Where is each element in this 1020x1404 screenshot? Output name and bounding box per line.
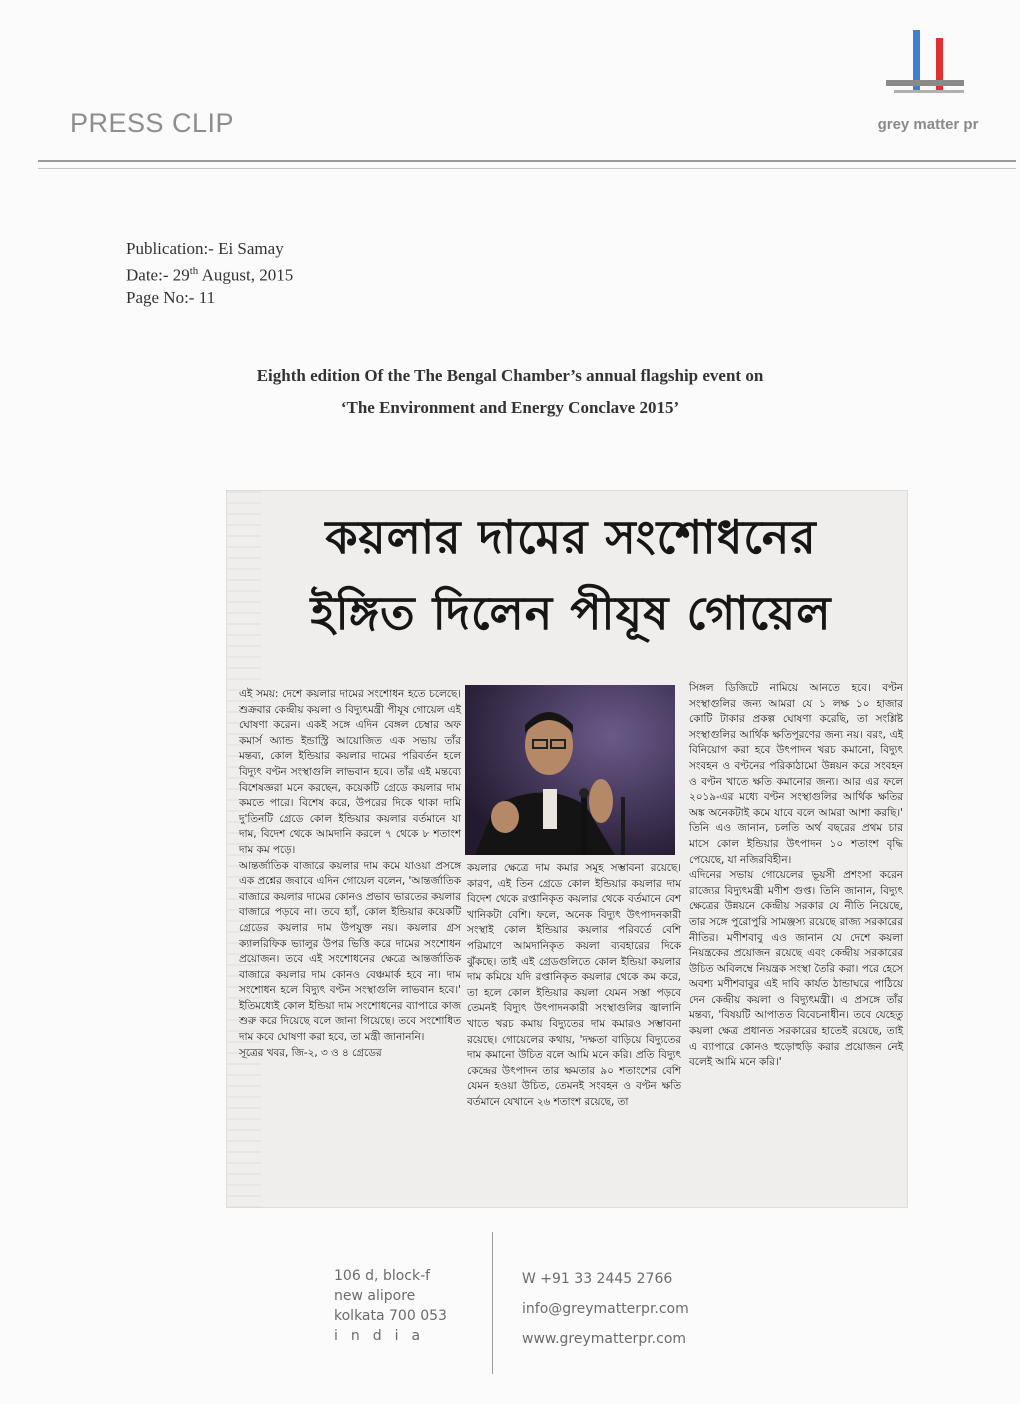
logo-mark-icon <box>880 24 970 114</box>
article-paragraph: সিঙ্গল ডিজিটে নামিয়ে আনতে হবে। বণ্টন সংস্থাগুলির জন্য আমরা যে ১ লক্ষ ১০ হাজার কোটি টাকার প্রকল্প ঘোষণা করেছি, তা সংশ্লিষ্ট সংস্থাগুলির আর্থিক ক্ষতিপূরণের জন্য নয়। বরং, এই বিনিয়োগ করা হবে উৎপাদন খরচ কমানো, বিদ্যুৎ সংবহন ও বণ্টনের পরিকাঠামো উন্নয়ন করে সংবহন ও বণ্টন খাতে ক্ষতি কমানোর জন্য। আর এর ফলে ২০১৯-এর মধ্যে বণ্টন সংস্থাগুলির আর্থিক ক্ষতির অঙ্ক অনেকটাই কমে যাবে বলে আমরা আশা করছি।' তিনি এও জানান, চলতি অর্থ বছরের প্রথম চার মাসে কোল ইন্ডিয়ার উৎপাদন ১০ শতাংশ বৃদ্ধি পেয়েছে, যা নজিরবিহীন। <box>689 682 903 866</box>
event-title-line1: Eighth edition Of the The Bengal Chamber’s annual flagship event on <box>256 366 764 385</box>
footer-contact <box>522 1264 689 1354</box>
event-title-line2: ‘The Environment and Energy Conclave 2015’ <box>340 398 680 417</box>
logo-text: grey matter pr <box>877 116 979 133</box>
article-column-2 <box>467 861 681 1111</box>
article-column-3 <box>689 681 903 1071</box>
header-rule-thin <box>38 168 1016 169</box>
contact-website[interactable]: www.greymatterpr.com <box>522 1331 687 1347</box>
address-line: kolkata 700 053 <box>334 1308 447 1324</box>
address-line: new alipore <box>334 1288 416 1304</box>
article-paragraph: কয়লার ক্ষেত্রে দাম কমার সমূহ সম্ভাবনা রয়েছে। কারণ, এই তিন গ্রেডে কোল ইন্ডিয়ার কয়লার দাম বিদেশ থেকে রপ্তানিকৃত কয়লার থেকে বর্তমানে বেশ খানিকটা বেশি। ফলে, অনেক বিদ্যুৎ উৎপাদনকারী সংস্থাই কোল ইন্ডিয়ার কয়লার পরিবর্তে বেশি পরিমাণে আমদানিকৃত কয়লা ব্যবহারের দিকে ঝুঁকছে। তাই এই গ্রেডগুলিতে কোল ইন্ডিয়া কয়লার দাম কমিয়ে যদি রপ্তানিকৃত কয়লার থেকে কম করে, তা হলে কোল ইন্ডিয়ার কয়লা যেমন সস্তা পড়বে তেমনই বিদ্যুৎ উৎপাদনকারী সংস্থাগুলির জ্বালানি খাতে খরচ কমায় বিদ্যুতের দাম কমারও সম্ভাবনা রয়েছে। গোয়েলের কথায়, 'দক্ষতা বাড়িয়ে বিদ্যুতের দাম কমানো উচিত বলে আমি মনে করি। প্রতি বিদ্যুৎ কেন্দ্রের উৎপাদন তার ক্ষমতার ৯০ শতাংশের বেশি যেমন হওয়া উচিত, তেমনই সংবহন ও বণ্টন ক্ষতি বর্তমানে যেখানে ২৬ শতাংশ রয়েছে, তা <box>467 862 681 1108</box>
publication-page: Page No:- 11 <box>126 287 216 307</box>
article-headline-line2: ইঙ্গিত দিলেন পীযূষ গোয়েল <box>310 586 832 640</box>
article-headline-line1: কয়লার দামের সংশোধনের <box>325 510 817 564</box>
article-paragraph: এই সময়: দেশে কয়লার দামের সংশোধন হতে চলেছে। শুক্রবার কেন্দ্রীয় কয়লা ও বিদ্যুৎমন্ত্রী পীযূষ গোয়েল এই ঘোষণা করেন। একই সঙ্গে এদিন বেঙ্গল চেম্বার অফ কমার্স অ্যান্ড ইন্ডাস্ট্রি আয়োজিত এক সভায় তাঁর মন্তব্য, কোল ইন্ডিয়ার কয়লার দামের পরিবর্তন হলে বিদ্যুৎ বণ্টন সংস্থাগুলি লাভবান হবে। তাঁর এই মন্তব্যে বিশেষজ্ঞরা মনে করছেন, কয়েকটি গ্রেডে কয়লার দাম কমতে পারে। বিশেষ করে, উপরের দিকে থাকা দামি দু'তিনটি গ্রেডে কোল ইন্ডিয়ার কয়লার বর্তমানে যা দাম, বিদেশ থেকে আমদানি করলে ৭ থেকে ৮ শতাংশ দাম কম পড়ে। <box>239 688 461 856</box>
article-column-1 <box>239 687 461 1061</box>
publication-info <box>126 238 293 309</box>
company-logo <box>877 24 990 139</box>
contact-phone: W +91 33 2445 2766 <box>522 1271 673 1287</box>
speaker-photo <box>465 685 675 855</box>
speaker-photo-image <box>465 685 675 855</box>
publication-date: Date:- 29th August, 2015 <box>126 265 294 285</box>
address-line: 106 d, block-f <box>334 1268 431 1284</box>
footer-address <box>334 1266 447 1346</box>
header-rule <box>38 160 1016 162</box>
footer-divider <box>492 1232 493 1374</box>
article-paragraph: আন্তর্জাতিক বাজারে কয়লার দাম কমে যাওয়া প্রসঙ্গে এক প্রশ্নের জবাবে এদিন গোয়েল বলেন, 'আন্তর্জাতিক বাজারে কয়লার দামের কোনও প্রভাব ভারতের কয়লার বাজারে পড়বে না। তবে হ্যাঁ, কোল ইন্ডিয়ার কয়েকটি গ্রেডের কয়লার দাম উপযুক্ত নয়। কয়লার গ্রস ক্যালরিফিক ভ্যালুর উপর ভিত্তি করে দামের সংশোধন প্রয়োজন। তবে এই সংশোধনের ক্ষেত্রে আন্তর্জাতিক বাজারে কয়লার দাম কোনও বেঞ্চমার্ক হবে না। দাম সংশোধন হলে বিদ্যুৎ বণ্টন সংস্থাগুলি লাভবান হবে।' ইতিমধ্যেই কোল ইন্ডিয়া দাম সংশোধনের ব্যাপারে কাজ শুরু করে দিয়েছে বলে জানা গিয়েছে। তবে সংশোধিত দাম কবে ঘোষণা করা হবে, তা মন্ত্রী জানাননি। <box>239 859 461 1044</box>
article-paragraph: এদিনের সভায় গোয়েলের ভূয়সী প্রশংসা করেন রাজ্যের বিদ্যুৎমন্ত্রী মণীশ গুপ্ত। তিনি জানান, বিদ্যুৎ ক্ষেত্রের উন্নয়নে কেন্দ্রীয় সরকার যে নীতি নিয়েছে, তার সঙ্গে পুরোপুরি সামঞ্জস্য রয়েছে রাজ্য সরকারের নীতির। মণীশবাবু এও জানান যে দেশে কয়লা নিয়ন্ত্রকের প্রয়োজন রয়েছে এবং কেন্দ্রীয় সরকারের উচিত অবিলম্বে নিয়ন্ত্রক সংস্থা তৈরি করা। পরে হেসে অবশ্য মণীশবাবুর এই দাবি কার্যত ঠান্ডাঘরে পাঠিয়ে দেন কেন্দ্রীয় কয়লা ও বিদ্যুৎমন্ত্রী। এ প্রসঙ্গে তাঁর মন্তব্য, 'বিষয়টি আপাতত বিবেচনাধীন। তবে যেহেতু কয়লা ক্ষেত্র প্রধানত সরকারের হাতেই রয়েছে, তাই এ ব্যাপারে কোনও হুড়োহুড়ি করার প্রয়োজন নেই বলেই আমি মনে করি।' <box>689 869 903 1069</box>
newspaper-clipping <box>226 490 908 1208</box>
address-country: india <box>334 1328 434 1344</box>
contact-email[interactable]: info@greymatterpr.com <box>522 1301 689 1317</box>
article-paragraph: সূত্রের খবর, জি-২, ৩ ও ৪ গ্রেডের <box>239 1046 382 1059</box>
publication-name: Publication:- Ei Samay <box>126 239 284 258</box>
press-clip-title: PRESS CLIP <box>70 108 235 138</box>
